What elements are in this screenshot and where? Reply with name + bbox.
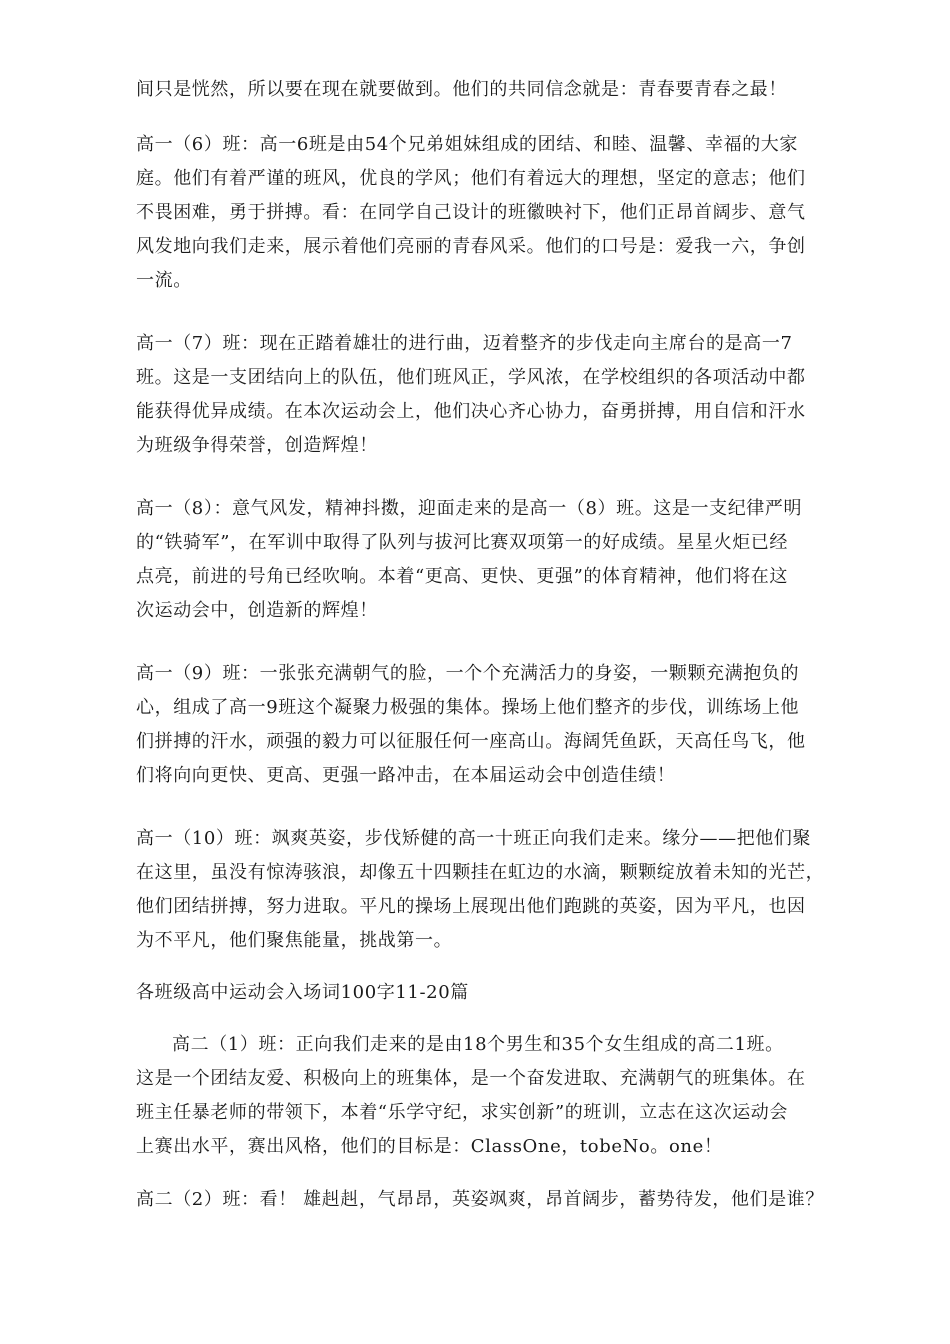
text-line: 庭。他们有着严谨的班风，优良的学风；他们有着远大的理想，坚定的意志；他们 [136,168,806,189]
text-line: 能获得优异成绩。在本次运动会上，他们决心齐心协力，奋勇拼搏，用自信和汗水 [136,401,806,422]
text-line: 高一（10）班：飒爽英姿，步伐矫健的高一十班正向我们走来。缘分——把他们聚 [136,828,812,849]
text-line: 班主任暴老师的带领下，本着“乐学守纪，求实创新”的班训，立志在这次运动会 [136,1102,789,1123]
text-line: 们将向向更快、更高、更强一路冲击，在本届运动会中创造佳绩！ [136,765,676,786]
text-line: 一流。 [136,270,192,291]
text-line: 高一（8）：意气风发，精神抖擞，迎面走来的是高一（8）班。这是一支纪律严明 [136,498,803,519]
text-line: 为不平凡，他们聚焦能量，挑战第一。 [136,930,453,951]
section-heading: 各班级高中运动会入场词100字11-20篇 [136,982,469,1003]
text-line: 高二（2）班：看！ 雄赳赳，气昂昂，英姿飒爽，昂首阔步，蓄势待发，他们是谁？ [136,1189,824,1210]
text-line: 这是一个团结友爱、积极向上的班集体，是一个奋发进取、充满朝气的班集体。在 [136,1068,806,1089]
text-line: 他们团结拼搏，努力进取。平凡的操场上展现出他们跑跳的英姿，因为平凡，也因 [136,896,806,917]
text-line: 高一（7）班：现在正踏着雄壮的进行曲，迈着整齐的步伐走向主席台的是高一7 [136,333,793,354]
text-line: 班。这是一支团结向上的队伍，他们班风正，学风浓，在学校组织的各项活动中都 [136,367,806,388]
text-line: 风发地向我们走来，展示着他们亮丽的青春风采。他们的口号是：爱我一六，争创 [136,236,806,257]
text-line: 高一（9）班：一张张充满朝气的脸，一个个充满活力的身姿，一颗颗充满抱负的 [136,663,800,684]
text-line: 次运动会中，创造新的辉煌！ [136,600,378,621]
text-line: 为班级争得荣誉，创造辉煌！ [136,435,378,456]
text-line: 心，组成了高一9班这个凝聚力极强的集体。操场上他们整齐的步伐，训练场上他 [136,697,800,718]
text-line: 们拼搏的汗水，顽强的毅力可以征服任何一座高山。海阔凭鱼跃，天高任鸟飞，他 [136,731,806,752]
text-line: 高二（1）班：正向我们走来的是由18个男生和35个女生组成的高二1班。 [172,1034,784,1055]
text-line: 的“铁骑军”，在军训中取得了队列与拔河比赛双项第一的好成绩。星星火炬已经 [136,532,789,553]
text-line: 上赛出水平，赛出风格，他们的目标是：ClassOne，tobeNo。one！ [136,1136,723,1157]
text-line: 间只是恍然，所以要在现在就要做到。他们的共同信念就是：青春要青春之最！ [136,79,787,100]
text-line: 高一（6）班：高一6班是由54个兄弟姐妹组成的团结、和睦、温馨、幸福的大家 [136,134,799,155]
text-line: 点亮，前进的号角已经吹响。本着“更高、更快、更强”的体育精神，他们将在这 [136,566,789,587]
text-line: 在这里，虽没有惊涛骇浪，却像五十四颗挂在虹边的水滴，颗颗绽放着未知的光芒， [136,862,825,883]
text-line: 不畏困难，勇于拼搏。看：在同学自己设计的班徽映衬下，他们正昂首阔步、意气 [136,202,806,223]
